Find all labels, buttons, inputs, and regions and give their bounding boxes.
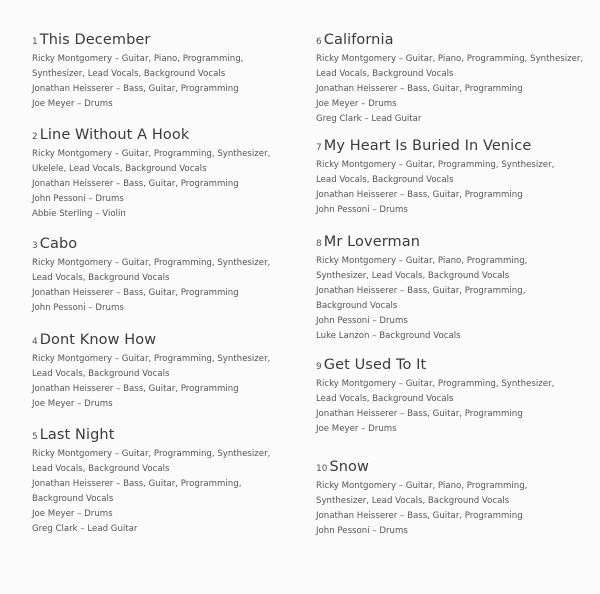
credit-line: Abbie Sterling – Violin: [32, 209, 126, 219]
credit-line: Lead Vocals, Background Vocals: [32, 369, 170, 379]
credit-line: Greg Clark – Lead Guitar: [32, 524, 138, 534]
credit-line: Ricky Montgomery – Guitar, Piano, Programming,: [32, 54, 244, 64]
track-7: [316, 136, 586, 218]
credit-line: Lead Vocals, Background Vocals: [32, 273, 170, 283]
credit-line: John Pessoni – Drums: [316, 526, 408, 536]
track-number: 8: [316, 239, 322, 249]
track-4: [32, 330, 302, 412]
credit-line: Jonathan Heisserer – Bass, Guitar, Programming: [32, 384, 239, 394]
credit-line: Joe Meyer – Drums: [32, 509, 113, 519]
track-5: [32, 425, 302, 537]
credit-line: Ricky Montgomery – Guitar, Piano, Programming,: [316, 256, 528, 266]
credit-line: Ricky Montgomery – Guitar, Piano, Programming,: [316, 481, 528, 491]
track-number: 2: [32, 132, 38, 142]
credit-line: Background Vocals: [32, 494, 114, 504]
track-heading: [32, 30, 302, 52]
track-1: [32, 30, 302, 112]
credit-line: Lead Vocals, Background Vocals: [316, 394, 454, 404]
track-title: Snow: [329, 459, 369, 475]
track-2: [32, 125, 302, 222]
track-title: Cabo: [39, 236, 78, 252]
credit-line: Joe Meyer – Drums: [316, 424, 397, 434]
track-6: [316, 30, 586, 127]
credit-line: Greg Clark – Lead Guitar: [316, 114, 422, 124]
credit-line: Jonathan Heisserer – Bass, Guitar, Programming: [32, 288, 239, 298]
credit-line: Jonathan Heisserer – Bass, Guitar, Programming: [316, 409, 523, 419]
credit-line: Synthesizer, Lead Vocals, Background Vocals: [32, 69, 226, 79]
credit-line: Synthesizer, Lead Vocals, Background Vocals: [316, 271, 510, 281]
track-heading: [32, 425, 302, 447]
track-number: 4: [32, 337, 38, 347]
credit-line: Ukelele, Lead Vocals, Background Vocals: [32, 164, 207, 174]
track-number: 9: [316, 362, 322, 372]
track-number: 6: [316, 37, 322, 47]
track-title: Get Used To It: [323, 357, 427, 373]
credit-line: Jonathan Heisserer – Bass, Guitar, Programming: [316, 190, 523, 200]
credit-line: Lead Vocals, Background Vocals: [32, 464, 170, 474]
credit-line: John Pessoni – Drums: [32, 194, 124, 204]
credit-line: Ricky Montgomery – Guitar, Programming, Synthesizer,: [32, 149, 271, 159]
track-heading: [316, 136, 586, 158]
credit-line: Jonathan Heisserer – Bass, Guitar, Programming,: [32, 479, 242, 489]
credit-line: Joe Meyer – Drums: [32, 99, 113, 109]
track-heading: [32, 330, 302, 352]
credit-line: Jonathan Heisserer – Bass, Guitar, Programming: [316, 511, 523, 521]
track-title: California: [323, 32, 394, 48]
credit-line: John Pessoni – Drums: [316, 316, 408, 326]
credit-line: Ricky Montgomery – Guitar, Programming, Synthesizer,: [316, 160, 555, 170]
track-number: 10: [316, 464, 328, 474]
track-9: [316, 355, 586, 437]
track-3: [32, 234, 302, 316]
credit-line: Joe Meyer – Drums: [316, 99, 397, 109]
track-title: This December: [39, 32, 151, 48]
credit-line: Ricky Montgomery – Guitar, Programming, Synthesizer,: [32, 258, 271, 268]
track-number: 3: [32, 241, 38, 251]
track-8: [316, 232, 586, 344]
credit-line: Luke Lanzon – Background Vocals: [316, 331, 461, 341]
credit-line: Joe Meyer – Drums: [32, 399, 113, 409]
credit-line: Lead Vocals, Background Vocals: [316, 175, 454, 185]
credit-line: Jonathan Heisserer – Bass, Guitar, Programming: [316, 84, 523, 94]
track-title: Mr Loverman: [323, 234, 421, 250]
credit-line: Synthesizer, Lead Vocals, Background Vocals: [316, 496, 510, 506]
credit-line: Ricky Montgomery – Guitar, Piano, Programming, Synthesizer,: [316, 54, 584, 64]
track-heading: [316, 457, 586, 479]
credit-line: Background Vocals: [316, 301, 398, 311]
credit-line: John Pessoni – Drums: [32, 303, 124, 313]
credit-line: Ricky Montgomery – Guitar, Programming, Synthesizer,: [32, 449, 271, 459]
credit-line: Jonathan Heisserer – Bass, Guitar, Programming,: [316, 286, 526, 296]
track-heading: [32, 125, 302, 147]
track-heading: [316, 30, 586, 52]
credit-line: John Pessoni – Drums: [316, 205, 408, 215]
track-title: Line Without A Hook: [39, 127, 190, 143]
track-heading: [32, 234, 302, 256]
track-title: Dont Know How: [39, 332, 157, 348]
track-title: Last Night: [39, 427, 115, 443]
credit-line: Ricky Montgomery – Guitar, Programming, Synthesizer,: [316, 379, 555, 389]
track-number: 7: [316, 143, 322, 153]
credit-line: Jonathan Heisserer – Bass, Guitar, Programming: [32, 179, 239, 189]
track-heading: [316, 355, 586, 377]
credit-line: Ricky Montgomery – Guitar, Programming, Synthesizer,: [32, 354, 271, 364]
credit-line: Lead Vocals, Background Vocals: [316, 69, 454, 79]
track-10: [316, 457, 586, 539]
track-number: 1: [32, 37, 38, 47]
track-heading: [316, 232, 586, 254]
track-title: My Heart Is Buried In Venice: [323, 138, 532, 154]
track-number: 5: [32, 432, 38, 442]
credit-line: Jonathan Heisserer – Bass, Guitar, Programming: [32, 84, 239, 94]
